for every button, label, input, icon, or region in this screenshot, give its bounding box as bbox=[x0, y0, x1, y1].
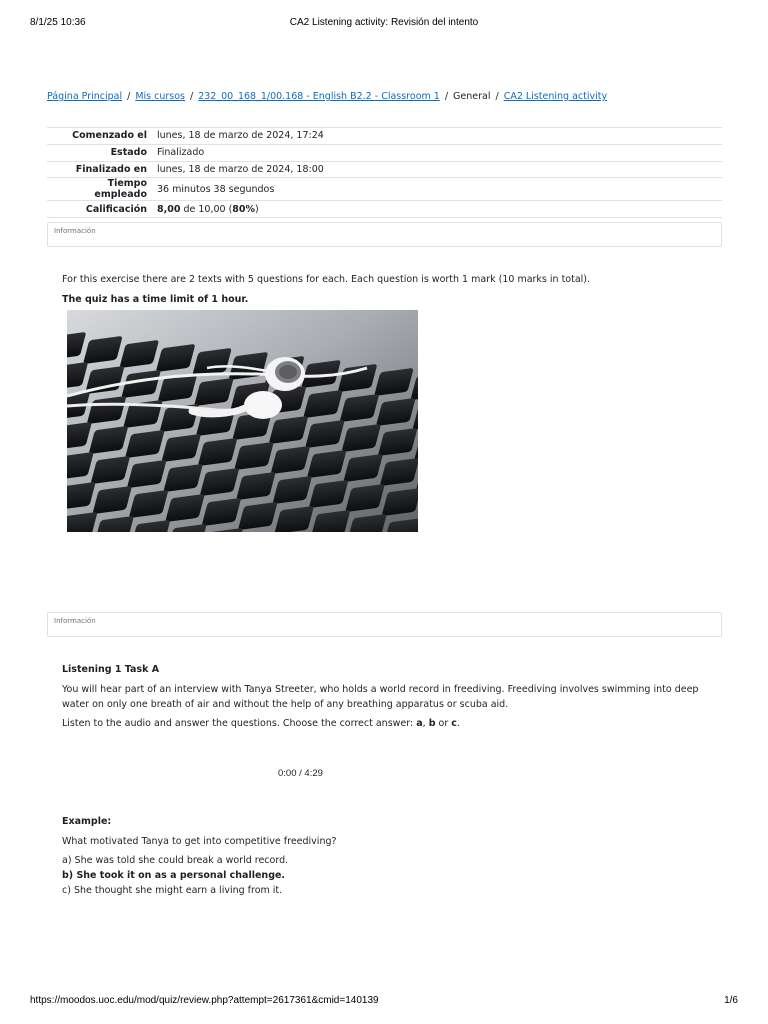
example-option-a: a) She was told she could break a world record. bbox=[62, 855, 289, 866]
info-box-1 bbox=[47, 222, 722, 247]
print-url: https://moodos.uoc.edu/mod/quiz/review.php?attempt=2617361&cmid=140139 bbox=[30, 995, 379, 1006]
info-label: Información bbox=[54, 227, 96, 235]
grade-max: de 10,00 ( bbox=[180, 203, 233, 215]
task-instructions bbox=[62, 716, 460, 731]
info-label: Información bbox=[54, 617, 96, 625]
instructions-text: Listen to the audio and answer the questions. Choose the correct answer: bbox=[62, 718, 417, 729]
breadcrumb-separator: / bbox=[127, 91, 131, 102]
summary-key: Tiempo empleado bbox=[47, 178, 152, 201]
print-page-number: 1/6 bbox=[724, 995, 738, 1006]
comma-text: , bbox=[422, 718, 429, 729]
task-description: You will hear part of an interview with Tanya Streeter, who holds a world record in freediving. Freediving involves swimming into deep water on only one breath of air and without the help of any breathing apparatus or scuba aid. bbox=[62, 684, 699, 710]
laptop-earphones-image bbox=[67, 310, 418, 532]
attempt-summary-table bbox=[47, 127, 722, 218]
breadcrumb-separator: / bbox=[190, 91, 194, 102]
option-letter-b: b bbox=[428, 718, 436, 729]
option-letter-c: c bbox=[451, 718, 457, 729]
grade-percent: 80% bbox=[232, 203, 256, 215]
example-option-b: b) She took it on as a personal challenge. bbox=[62, 870, 286, 881]
example-question: What motivated Tanya to get into competitive freediving? bbox=[62, 836, 337, 847]
audio-player-time[interactable]: 0:00 / 4:29 bbox=[278, 768, 323, 779]
breadcrumb-course-link[interactable]: 232_00_168_1/00.168 - English B2.2 - Classroom 1 bbox=[198, 91, 440, 102]
summary-value: 36 minutos 38 segundos bbox=[152, 178, 722, 201]
option-letter-a: a bbox=[416, 718, 423, 729]
breadcrumb-activity-link[interactable]: CA2 Listening activity bbox=[503, 91, 608, 102]
summary-row-state bbox=[47, 144, 722, 161]
print-datetime: 8/1/25 10:36 bbox=[30, 17, 86, 28]
breadcrumb-separator: / bbox=[495, 91, 499, 102]
print-title: CA2 Listening activity: Revisión del intento bbox=[289, 17, 479, 28]
task-heading: Listening 1 Task A bbox=[62, 664, 160, 675]
quiz-intro-text: For this exercise there are 2 texts with 5 questions for each. Each question is worth 1 mark (10 marks in total). bbox=[62, 274, 591, 285]
breadcrumb bbox=[47, 91, 607, 102]
example-label: Example: bbox=[62, 816, 112, 827]
breadcrumb-separator: / bbox=[444, 91, 449, 102]
or-text: or bbox=[435, 718, 452, 729]
summary-row-grade bbox=[47, 201, 722, 218]
summary-key: Estado bbox=[47, 144, 152, 161]
time-limit-text: The quiz has a time limit of 1 hour. bbox=[62, 294, 249, 305]
summary-value: lunes, 18 de marzo de 2024, 17:24 bbox=[152, 128, 722, 145]
summary-row-finished bbox=[47, 161, 722, 178]
grade-score: 8,00 bbox=[157, 203, 181, 215]
example-option-c: c) She thought she might earn a living from it. bbox=[62, 885, 283, 896]
summary-key: Finalizado en bbox=[47, 161, 152, 178]
grade-value bbox=[152, 201, 722, 218]
info-box-2 bbox=[47, 612, 722, 637]
grade-close: ) bbox=[255, 203, 259, 215]
summary-value: lunes, 18 de marzo de 2024, 18:00 bbox=[152, 161, 722, 178]
breadcrumb-home-link[interactable]: Página Principal bbox=[47, 91, 123, 102]
summary-row-time-taken bbox=[47, 178, 722, 201]
summary-key: Calificación bbox=[47, 201, 152, 218]
breadcrumb-my-courses-link[interactable]: Mis cursos bbox=[135, 91, 186, 102]
period-text: . bbox=[456, 718, 460, 729]
summary-value: Finalizado bbox=[152, 144, 722, 161]
summary-row-started bbox=[47, 128, 722, 145]
breadcrumb-section: General bbox=[453, 91, 491, 102]
summary-key: Comenzado el bbox=[47, 128, 152, 145]
